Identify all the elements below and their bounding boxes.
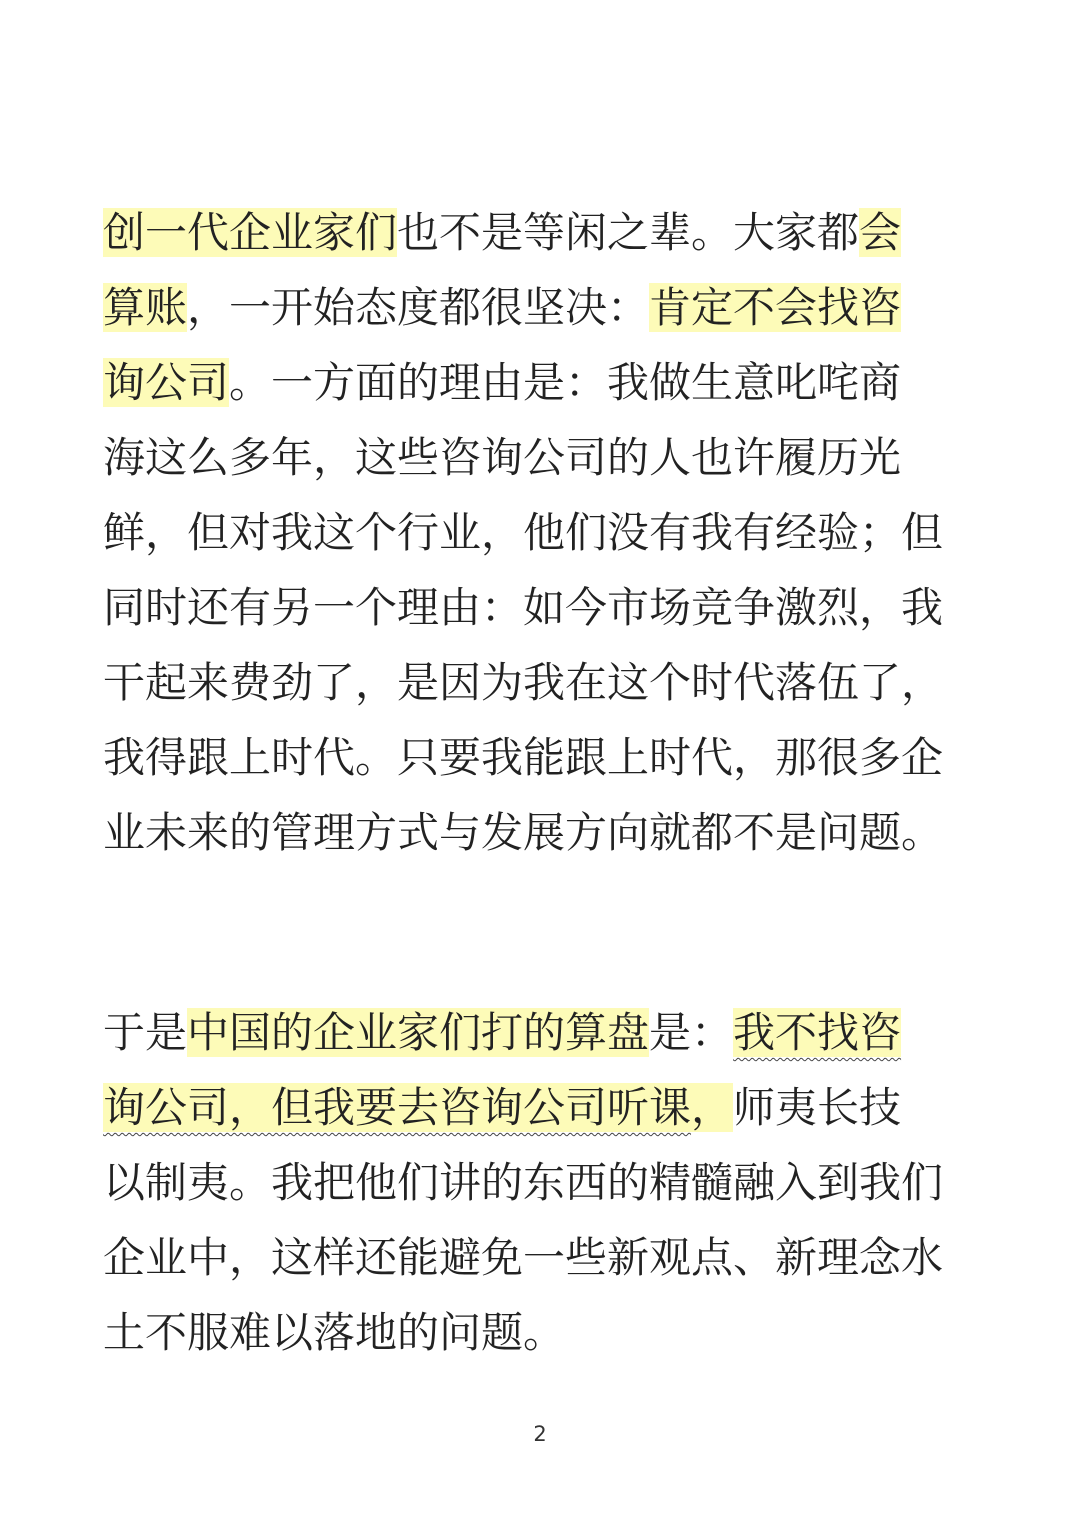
highlight-chinese-entrepreneurs: 中国的企业家们打的算盘 — [187, 1008, 650, 1057]
highlight-attend-class: 我不找咨询公司，但我要去咨询公司听课 — [103, 1008, 902, 1132]
paragraph-1-text-3: 。一方面的理由是：我做生意叱咤商海这么多年，这些咨询公司的人也许履历光鲜，但对我这个行业，他们没有我有经验；但同时还有另一个理由：如今市场竞争激烈，我干起来费劲了，是因为我在这个时代落伍了，我得跟上时代。只要我能跟上时代，那很多企业未来的管理方式与发展方向就都不是问题。 — [103, 358, 944, 857]
paragraph-2 — [103, 995, 943, 1370]
paragraph-1 — [103, 195, 943, 870]
highlight-calculate: 会算账 — [103, 208, 902, 332]
paragraph-1-text-1: 也不是等闲之辈。大家都 — [397, 208, 860, 257]
paragraph-2-text-2: 是： — [649, 1008, 734, 1057]
page-number: 2 — [533, 1422, 547, 1446]
paragraph-2-text-3: 师夷长技以制夷。我把他们讲的东西的精髓融入到我们企业中，这样还能避免一些新观点、新理念水土不服难以落地的问题。 — [103, 1083, 944, 1357]
highlight-no-consulting: 肯定不会找咨询公司 — [103, 283, 902, 407]
paragraph-2-text-1: 于是 — [103, 1008, 188, 1057]
highlight-entrepreneurs: 创一代企业家们 — [103, 208, 398, 257]
paragraph-1-text-2: ，一开始态度都很坚决： — [187, 283, 650, 332]
highlight-comma: ， — [691, 1083, 734, 1132]
